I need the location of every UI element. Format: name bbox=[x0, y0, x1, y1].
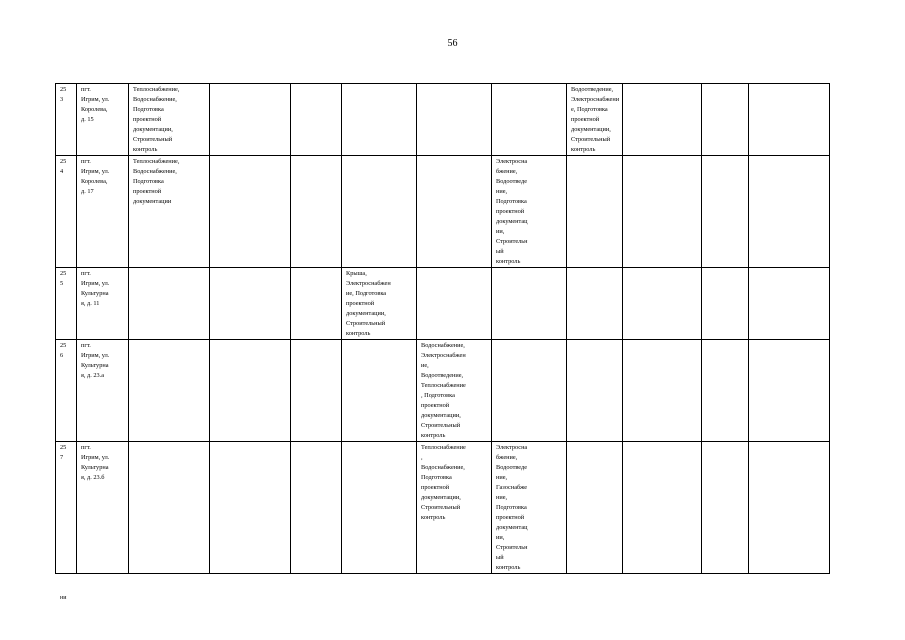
table-row bbox=[56, 442, 905, 574]
work-type-cell bbox=[623, 442, 702, 574]
work-type-cell bbox=[749, 84, 830, 156]
table-row bbox=[56, 84, 905, 156]
works-table bbox=[55, 83, 905, 574]
work-type-cell: Теплоснабжение , Водоснабжение, Подготовка проектной документации, Строительный контроль bbox=[417, 442, 492, 574]
work-type-cell: Электросна бжение, Водоотведе ние, Газоснабже ние, Подготовка проектной документац ии, Строительн ый контроль bbox=[492, 442, 567, 574]
row-number-cell: 25 7 bbox=[56, 442, 77, 574]
work-type-cell bbox=[291, 268, 342, 340]
work-type-cell bbox=[417, 84, 492, 156]
work-type-cell bbox=[291, 442, 342, 574]
work-type-cell bbox=[492, 268, 567, 340]
row-number-cell: 25 5 bbox=[56, 268, 77, 340]
work-type-cell bbox=[291, 156, 342, 268]
work-type-cell bbox=[623, 156, 702, 268]
work-type-cell bbox=[749, 268, 830, 340]
work-type-cell bbox=[623, 340, 702, 442]
work-type-cell bbox=[129, 268, 210, 340]
work-type-cell: Теплоснабжение, Водоснабжение, Подготовка проектной документации bbox=[129, 156, 210, 268]
work-type-cell bbox=[702, 268, 749, 340]
address-cell: пгт. Игрим, ул. Королева, д. 17 bbox=[77, 156, 129, 268]
work-type-cell bbox=[749, 442, 830, 574]
work-type-cell bbox=[291, 340, 342, 442]
work-type-cell bbox=[417, 268, 492, 340]
work-type-cell: Водоотведение, Электроснабжени е, Подготовка проектной документации, Строительный контроль bbox=[567, 84, 623, 156]
work-type-cell: Электросна бжение, Водоотведе ние, Подготовка проектной документац ии, Строительн ый контроль bbox=[492, 156, 567, 268]
work-type-cell bbox=[749, 340, 830, 442]
footer-mark: ни bbox=[60, 595, 67, 601]
work-type-cell bbox=[567, 268, 623, 340]
table-row bbox=[56, 268, 905, 340]
work-type-cell bbox=[210, 156, 291, 268]
address-cell: пгт. Игрим, ул. Культурна я, д. 11 bbox=[77, 268, 129, 340]
address-cell: пгт. Игрим, ул. Культурна я, д. 23.б bbox=[77, 442, 129, 574]
work-type-cell bbox=[492, 84, 567, 156]
work-type-cell: Крыша, Электроснабжен ие, Подготовка проектной документации, Строительный контроль bbox=[342, 268, 417, 340]
work-type-cell bbox=[210, 268, 291, 340]
address-cell: пгт. Игрим, ул. Королева, д. 15 bbox=[77, 84, 129, 156]
work-type-cell: Теплоснабжение, Водоснабжение, Подготовка проектной документации, Строительный контроль bbox=[129, 84, 210, 156]
row-number-cell: 25 4 bbox=[56, 156, 77, 268]
work-type-cell bbox=[702, 84, 749, 156]
work-type-cell bbox=[567, 442, 623, 574]
work-type-cell bbox=[623, 84, 702, 156]
work-type-cell bbox=[129, 340, 210, 442]
work-type-cell bbox=[342, 84, 417, 156]
work-type-cell bbox=[129, 442, 210, 574]
table-row bbox=[56, 340, 905, 442]
work-type-cell bbox=[492, 340, 567, 442]
page-number: 56 bbox=[447, 38, 458, 49]
work-type-cell bbox=[210, 340, 291, 442]
work-type-cell bbox=[623, 268, 702, 340]
work-type-cell bbox=[342, 340, 417, 442]
address-cell: пгт. Игрим, ул. Культурна я, д. 23.а bbox=[77, 340, 129, 442]
work-type-cell bbox=[702, 442, 749, 574]
work-type-cell bbox=[702, 340, 749, 442]
work-type-cell bbox=[342, 156, 417, 268]
row-number-cell: 25 6 bbox=[56, 340, 77, 442]
table-row bbox=[56, 156, 905, 268]
work-type-cell bbox=[749, 156, 830, 268]
work-type-cell bbox=[702, 156, 749, 268]
work-type-cell bbox=[210, 84, 291, 156]
work-type-cell: Водоснабжение, Электроснабжен ие, Водоотведение, Теплоснабжение , Подготовка проектной документации, Строительный контроль bbox=[417, 340, 492, 442]
work-type-cell bbox=[210, 442, 291, 574]
work-type-cell bbox=[417, 156, 492, 268]
row-number-cell: 25 3 bbox=[56, 84, 77, 156]
work-type-cell bbox=[567, 156, 623, 268]
work-type-cell bbox=[342, 442, 417, 574]
work-type-cell bbox=[567, 340, 623, 442]
work-type-cell bbox=[291, 84, 342, 156]
